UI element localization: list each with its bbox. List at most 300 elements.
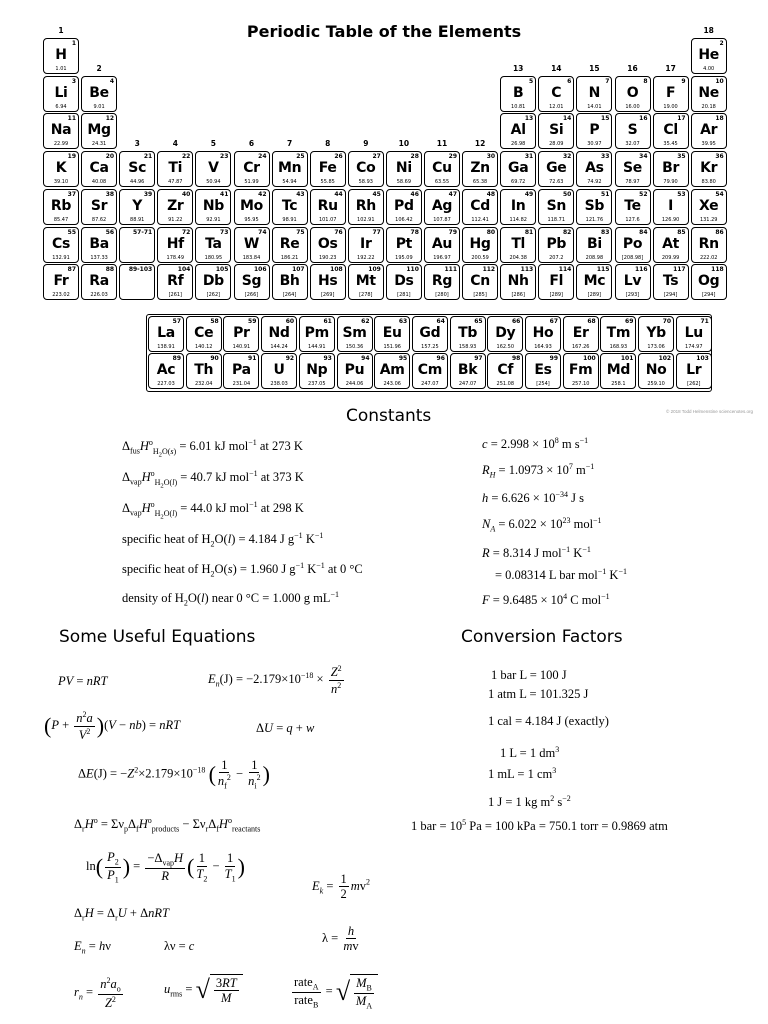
atomic-mass: 144.91 [308, 344, 326, 350]
element-symbol: Kr [700, 160, 718, 177]
atomic-number: 49 [524, 190, 534, 198]
atomic-mass: [294] [663, 292, 678, 299]
atomic-number: 8 [643, 77, 648, 85]
element-cell-B [500, 76, 536, 112]
atomic-mass: 226.03 [90, 292, 108, 299]
element-symbol: Rg [431, 273, 453, 290]
atomic-number: 42 [258, 190, 267, 198]
element-symbol: Pu [344, 362, 365, 378]
element-cell-Am [374, 353, 410, 389]
atomic-mass: 207.2 [549, 254, 564, 261]
element-symbol: P [589, 122, 600, 139]
atomic-mass: [293] [625, 292, 640, 299]
element-symbol: Eu [382, 325, 402, 341]
element-symbol: Mn [277, 160, 302, 177]
element-symbol: Ag [431, 197, 453, 214]
element-cell-Nb [195, 189, 231, 225]
element-symbol: Cu [432, 160, 452, 177]
element-cell-Sn [538, 189, 574, 225]
atomic-mass: 28.09 [549, 141, 564, 148]
element-symbol: Sb [584, 197, 605, 214]
element-cell-F [653, 76, 689, 112]
atomic-number: 35 [677, 153, 686, 161]
element-cell-Ds [386, 264, 422, 300]
eq-graham: $\frac{rate_A}{rate_B}$ = √ $\frac{M_B}{M_A}$ [290, 974, 378, 1010]
atomic-number: 80 [486, 228, 496, 236]
atomic-number: 116 [634, 266, 648, 274]
atomic-mass: 58.69 [396, 179, 412, 186]
atomic-mass: 223.02 [52, 292, 70, 299]
element-symbol: Cs [51, 235, 70, 252]
atomic-number: 57 [172, 318, 181, 325]
element-symbol: Cn [470, 273, 490, 290]
atomic-number: 17 [677, 115, 686, 123]
atomic-number: 92 [285, 355, 295, 362]
element-symbol: Te [624, 197, 641, 214]
atomic-number: 48 [486, 190, 496, 198]
conv-liter-text: 1 L = 1 dm [500, 746, 556, 761]
atomic-mass: 92.91 [206, 216, 221, 223]
atomic-mass: 126.90 [661, 216, 680, 223]
atomic-number: 61 [323, 318, 332, 325]
atomic-number: 36 [715, 153, 724, 161]
element-symbol: Se [623, 160, 642, 177]
group-label: 11 [436, 139, 448, 148]
element-symbol: Bk [457, 362, 478, 378]
eq-hess: $\Delta_rH^o = \Sigma\nu_p\Delta_fH^o_{products} - \Sigma\nu_r\Delta_fH^o_{reactants}$ [74, 816, 261, 834]
atomic-mass: 137.33 [90, 254, 108, 261]
group-label: 4 [172, 139, 178, 148]
element-cell-Zr [157, 189, 193, 225]
atomic-number: 13 [524, 115, 534, 123]
element-symbol: Rb [50, 197, 72, 214]
atomic-number: 96 [436, 355, 445, 362]
element-symbol: Os [317, 235, 338, 252]
atomic-mass: 39.95 [701, 141, 716, 148]
rh-val: = 1.0973 × 10 [498, 463, 569, 478]
atomic-mass: 98.91 [282, 216, 297, 223]
atomic-mass: 78.97 [625, 179, 640, 186]
group-label: 7 [286, 139, 293, 148]
atomic-number: 71 [700, 318, 709, 325]
element-symbol: Mt [355, 273, 376, 290]
element-cell-In [500, 189, 536, 225]
atomic-mass: [269] [320, 292, 335, 299]
const-h: $h = 6.626 \times 10^{-34}$ J s [482, 490, 584, 506]
const-f: $F = 9.6485 \times 10^4$ C mol$^{-1}$ [482, 592, 610, 608]
atomic-mass: 101.07 [318, 216, 337, 223]
atomic-mass: 150.36 [345, 344, 364, 350]
atomic-mass: 102.91 [357, 216, 375, 223]
element-symbol: I [668, 197, 674, 214]
atomic-mass: 174.97 [685, 344, 703, 350]
element-symbol: Cr [243, 160, 260, 177]
atomic-number: 11 [67, 115, 76, 123]
element-symbol: Ti [168, 160, 183, 177]
element-cell-Li [43, 76, 79, 112]
element-symbol: C [551, 84, 562, 101]
element-symbol: Pb [546, 235, 567, 252]
element-cell-Xe [691, 189, 727, 225]
element-cell-Nd [261, 316, 297, 352]
atomic-number: 63 [398, 318, 408, 325]
conv-atm-l: 1 atm L = 101.325 J [488, 687, 589, 701]
group-label: 5 [210, 139, 216, 148]
eq-kinetic: $E_k$ = $\frac{1}{2}$ $mv^2$ [312, 872, 371, 902]
atomic-number: 64 [436, 318, 445, 325]
atomic-number: 77 [372, 228, 381, 236]
element-cell-W [234, 227, 270, 263]
group-label: 16 [627, 64, 638, 73]
r2-val: = 0.08314 L bar mol [495, 568, 598, 583]
element-cell-Th [186, 353, 222, 389]
element-symbol: In [510, 197, 526, 214]
element-symbol: U [273, 362, 285, 378]
element-cell-Tb [450, 316, 486, 352]
atomic-mass: 192.22 [357, 254, 375, 261]
element-cell-Sm [337, 316, 373, 352]
const-r1: R = 8.314 J mol$^{-1}$ $K^{-1}$ [482, 545, 591, 561]
element-cell-Cd [462, 189, 498, 225]
atomic-mass: 164.93 [534, 344, 552, 350]
atomic-mass: [261] [168, 292, 183, 299]
atomic-mass: 1.01 [55, 66, 67, 72]
element-symbol: No [645, 362, 667, 378]
atomic-mass: 83.80 [701, 179, 716, 186]
eq-de-broglie: λ = $\frac{h}{mv}$ [322, 924, 359, 954]
atomic-number: 99 [549, 355, 558, 362]
atomic-mass: 30.97 [587, 141, 602, 148]
const-na: $N_A = 6.022 \times 10^{23}$ mol$^{-1}$ [482, 516, 602, 534]
const-dvap-298: $\Delta_{vap}H^o_{H_2O(l)} = 44.0$ kJ mol$^{-1}$ at 298 K [122, 500, 304, 521]
atomic-number: 50 [562, 190, 572, 198]
element-symbol: Ga [508, 160, 529, 177]
element-symbol: Ac [156, 362, 176, 378]
atomic-mass: 95.95 [244, 216, 259, 223]
atomic-mass: 238.03 [270, 381, 288, 387]
atomic-number: 58 [210, 318, 219, 325]
element-symbol: Sg [241, 273, 262, 290]
element-symbol: Pr [233, 325, 250, 341]
const-dfus-tail: at 273 K [256, 439, 303, 454]
element-cell-Rg [424, 264, 460, 300]
element-cell-Yb [638, 316, 674, 352]
element-cell-Pr [223, 316, 259, 352]
eq-enthalpy: $\Delta_rH = \Delta_rU + \Delta nRT$ [74, 906, 169, 923]
page-title: Periodic Table of the Elements [246, 22, 522, 41]
element-cell-Lv [615, 264, 651, 300]
element-symbol: Th [194, 362, 214, 378]
atomic-mass: 247.07 [421, 381, 439, 387]
sh-solid-label: specific heat of H [122, 562, 211, 577]
element-symbol: Db [202, 273, 224, 290]
atomic-number: 44 [334, 190, 343, 198]
atomic-mass: [264] [282, 292, 297, 299]
atomic-number: 97 [474, 355, 483, 362]
element-cell-N [576, 76, 612, 112]
atomic-number: 38 [105, 190, 115, 198]
const-dvap298-val: = 44.0 kJ mol [180, 501, 250, 516]
eq-clausius-clapeyron: ln( $\frac{P_2}{P_1}$ ) = $\frac{-\Delta_{vap}H}{R}$ ( $\frac{1}{T_2}$ − $\frac{1}{T_1}$ ) [86, 850, 245, 885]
element-symbol: Gd [419, 325, 441, 341]
atomic-number: 84 [639, 228, 648, 236]
element-cell-Bk [450, 353, 486, 389]
atomic-number: 103 [696, 355, 709, 362]
element-symbol: Ne [698, 84, 719, 101]
atomic-mass: 118.71 [547, 216, 566, 223]
atomic-mass: 85.47 [53, 216, 69, 223]
element-symbol: Hg [469, 235, 491, 252]
atomic-number: 22 [181, 153, 191, 161]
atomic-number: 54 [715, 190, 724, 198]
atomic-number: 102 [658, 355, 672, 362]
atomic-mass: [289] [549, 292, 564, 299]
element-cell-Cn [462, 264, 498, 300]
element-cell-Cs [43, 227, 79, 263]
atomic-mass: 12.01 [549, 103, 564, 110]
element-symbol: Ho [532, 325, 554, 341]
conv-bar-l: 1 bar L = 100 J [491, 668, 567, 682]
atomic-number: 117 [673, 266, 686, 274]
element-symbol: Tm [606, 325, 631, 341]
atomic-number: 89-103 [128, 266, 153, 274]
atomic-number: 62 [361, 318, 370, 325]
element-symbol: Hs [317, 273, 338, 290]
element-symbol: Ta [205, 235, 222, 252]
element-cell-Os [310, 227, 346, 263]
atomic-number: 75 [296, 228, 305, 236]
element-symbol: Am [379, 362, 405, 378]
element-symbol: Y [132, 197, 143, 214]
element-cell-Fl [538, 264, 574, 300]
atomic-number: 32 [562, 153, 572, 161]
element-symbol: Sc [128, 160, 147, 177]
eq-photon: $E_n = h\nu$ [74, 939, 111, 956]
element-symbol: Br [662, 160, 680, 177]
atomic-mass: 244.06 [345, 381, 364, 387]
element-cell-Rn [691, 227, 727, 263]
element-symbol: Pt [395, 235, 413, 252]
const-c: $c = 2.998 \times 10^8$ m $s^{-1}$ [482, 436, 589, 452]
atomic-number: 26 [334, 153, 343, 161]
element-cell-Ce [186, 316, 222, 352]
atomic-mass: 107.87 [433, 216, 451, 223]
element-cell-Db [195, 264, 231, 300]
atomic-number: 66 [511, 318, 521, 325]
element-cell-Mo [234, 189, 270, 225]
element-symbol: Mg [87, 122, 111, 139]
eq-van-der-waals: (P + $\frac{n^2a}{V^2}$ )(V − nb) = nRT [44, 710, 181, 742]
atomic-number: 98 [511, 355, 521, 362]
element-symbol: Au [431, 235, 453, 252]
element-symbol: Ca [89, 160, 109, 177]
atomic-number: 91 [248, 355, 257, 362]
element-cell-Sg [234, 264, 270, 300]
element-cell-S [615, 113, 651, 149]
atomic-number: 87 [67, 266, 76, 274]
element-symbol: Pm [304, 325, 329, 341]
atomic-mass: 258.1 [611, 381, 626, 387]
atomic-mass: 106.42 [395, 216, 413, 223]
element-cell-C [538, 76, 574, 112]
atomic-number: 86 [715, 228, 724, 236]
atomic-number: 27 [372, 153, 381, 161]
element-symbol: Ar [700, 122, 718, 139]
element-cell-Lr [676, 353, 712, 389]
atomic-mass: 22.99 [53, 141, 69, 148]
atomic-mass: 140.91 [232, 344, 251, 350]
atomic-number: 19 [67, 153, 76, 161]
atomic-number: 14 [562, 115, 572, 123]
atomic-mass: 209.99 [661, 254, 680, 261]
element-symbol: Nb [202, 197, 224, 214]
conv-bar: 1 bar = $10^5$ Pa = 100 kPa = 750.1 torr = 0.9869 atm [411, 818, 668, 834]
atomic-mass: 237.05 [308, 381, 326, 387]
conv-joule-text: 1 J = 1 kg m [488, 795, 551, 810]
atomic-number: 10 [715, 77, 724, 85]
group-label: 14 [551, 64, 562, 73]
atomic-number: 70 [662, 318, 672, 325]
atomic-mass: 55.85 [320, 179, 335, 186]
element-cell-Nh [500, 264, 536, 300]
element-symbol: Ds [394, 273, 414, 290]
atomic-number: 51 [601, 190, 610, 198]
element-cell-O [615, 76, 651, 112]
atomic-number: 53 [677, 190, 686, 198]
atomic-number: 107 [292, 266, 305, 274]
element-symbol: Tc [281, 197, 298, 214]
atomic-mass: 79.90 [663, 179, 678, 186]
atomic-mass: 168.93 [609, 344, 628, 350]
atomic-mass: 251.08 [496, 381, 515, 387]
element-cell-Rh [348, 189, 384, 225]
element-cell-Pa [223, 353, 259, 389]
atomic-mass: 140.12 [194, 344, 213, 350]
atomic-number: 79 [448, 228, 457, 236]
element-symbol: Fl [549, 273, 564, 290]
element-cell-Re [272, 227, 308, 263]
element-cell-Ru [310, 189, 346, 225]
atomic-mass: 196.97 [433, 254, 451, 261]
element-cell-Tc [272, 189, 308, 225]
conversions-heading: Conversion Factors [461, 627, 623, 647]
atomic-number: 113 [520, 266, 534, 274]
atomic-number: 12 [105, 115, 115, 123]
element-cell-Be [81, 76, 117, 112]
element-cell-He [691, 38, 727, 74]
element-symbol: Al [510, 122, 526, 139]
element-cell-Cu [424, 151, 460, 187]
conv-liter: 1 L = 1 $dm^3$ [500, 745, 560, 761]
atomic-number: 104 [177, 266, 191, 274]
atomic-number: 108 [330, 266, 343, 274]
atomic-mass: 40.08 [91, 179, 107, 186]
element-symbol: Cl [663, 122, 678, 139]
const-sh-solid: specific heat of $H_2O(s) = 1.960$ J $g^{-1}$ $K^{-1}$ at 0 °C [122, 561, 363, 579]
const-dvap: $\Delta_{vap}H^o_{H_2O(l)} = 40.7$ kJ mol$^{-1}$ at 373 K [122, 469, 304, 490]
sh-solid-tail: at 0 °C [324, 562, 363, 577]
atomic-mass: 44.96 [130, 179, 145, 186]
atomic-mass: [266] [244, 292, 259, 299]
element-symbol: Lr [686, 362, 702, 378]
atomic-mass: 132.91 [52, 254, 70, 261]
atomic-number: 37 [67, 190, 76, 198]
atomic-number: 72 [181, 228, 191, 236]
atomic-mass: 20.18 [701, 103, 716, 110]
element-cell-Cf [487, 353, 523, 389]
atomic-number: 7 [605, 77, 610, 85]
element-cell-Y [119, 189, 155, 225]
element-symbol: At [662, 235, 680, 252]
element-cell-Te [615, 189, 651, 225]
atomic-number: 60 [285, 318, 295, 325]
atomic-number: 111 [444, 266, 457, 274]
atomic-mass: 112.41 [471, 216, 489, 223]
atomic-number: 106 [253, 266, 267, 274]
element-symbol: Md [606, 362, 631, 378]
atomic-number: 4 [109, 77, 115, 85]
atomic-mass: 144.24 [270, 344, 288, 350]
element-symbol: La [157, 325, 175, 341]
element-cell-Mn [272, 151, 308, 187]
element-symbol: Re [279, 235, 300, 252]
element-symbol: F [665, 84, 676, 101]
element-cell-Au [424, 227, 460, 263]
element-symbol: Zn [470, 160, 490, 177]
atomic-mass: [289] [587, 292, 602, 299]
atomic-number: 105 [215, 266, 229, 274]
element-cell-Pb [538, 227, 574, 263]
atomic-number: 25 [296, 153, 305, 161]
element-cell-Ra [81, 264, 117, 300]
eq-rydberg: $\Delta E(J) = -Z^2\times 2.179\times 10^{-18}$ ( $\frac{1}{n_f^2}$ − $\frac{1}{n_i^2}$ ) [78, 758, 270, 792]
conv-ml: 1 mL = 1 $cm^3$ [488, 766, 557, 782]
element-cell-Er [563, 316, 599, 352]
element-cell-Ne [691, 76, 727, 112]
atomic-mass: 158.93 [458, 344, 477, 350]
atomic-mass: 157.25 [421, 344, 439, 350]
atomic-number: 69 [625, 318, 634, 325]
atomic-number: 30 [486, 153, 496, 161]
atomic-number: 115 [596, 266, 610, 274]
element-symbol: Rn [698, 235, 719, 252]
atomic-mass: 151.96 [383, 344, 401, 350]
element-cell-Ir [348, 227, 384, 263]
atomic-mass: 178.49 [166, 254, 185, 261]
sh-liquid-label: specific heat of H [122, 532, 211, 547]
element-symbol: Pd [394, 197, 414, 214]
group-label: 9 [363, 139, 369, 148]
atomic-mass: [208.98] [621, 254, 644, 261]
element-cell-Br [653, 151, 689, 187]
atomic-mass: 232.04 [194, 381, 213, 387]
conv-ml-text: 1 mL = 1 cm [488, 767, 553, 782]
atomic-number: 90 [210, 355, 219, 362]
eq-wave: λν = c [164, 939, 195, 953]
atomic-mass: 227.03 [157, 381, 175, 387]
element-symbol: Bh [279, 273, 300, 290]
atomic-number: 52 [639, 190, 648, 198]
element-symbol: Ba [89, 235, 109, 252]
element-symbol: Lu [684, 325, 703, 341]
atomic-number: 16 [639, 115, 648, 123]
element-symbol: Es [534, 362, 552, 378]
atomic-number: 33 [601, 153, 610, 161]
element-cell-Ti [157, 151, 193, 187]
atomic-mass: 208.98 [585, 254, 604, 261]
element-cell-Hg [462, 227, 498, 263]
group-label: 3 [134, 139, 140, 148]
